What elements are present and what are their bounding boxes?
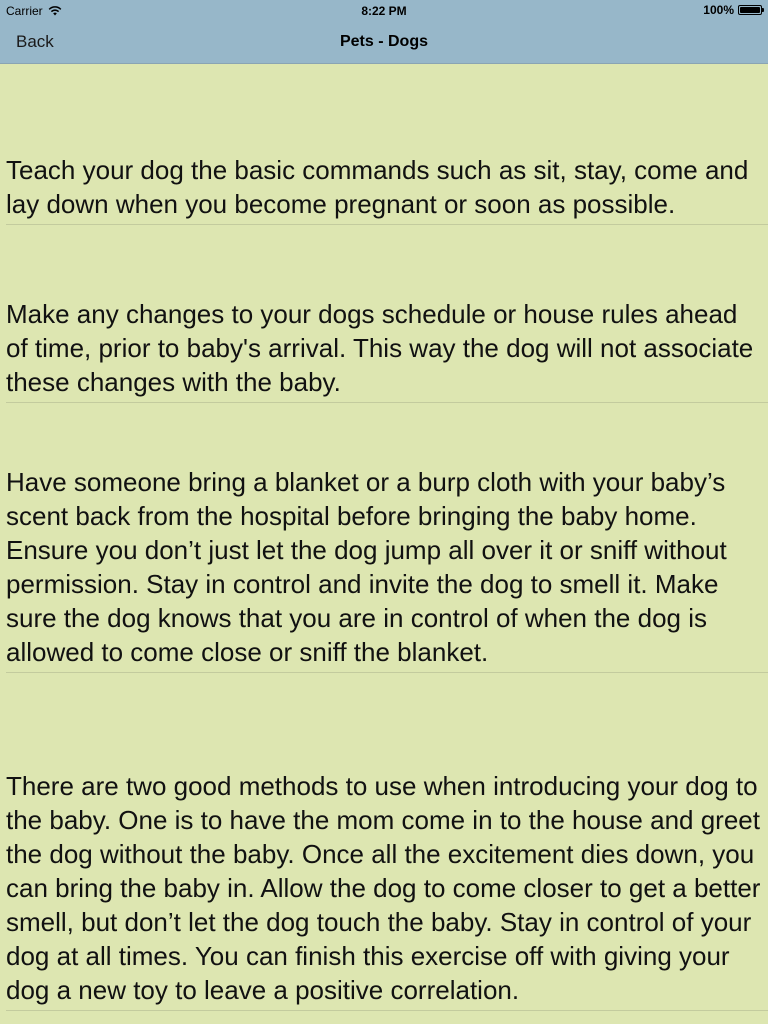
- content-list[interactable]: [0, 64, 768, 1024]
- battery-indicator: [703, 3, 762, 17]
- navigation-bar: [0, 20, 768, 64]
- back-button[interactable]: Back: [16, 32, 54, 51]
- list-item-text: Have someone bring a blanket or a burp cloth with your baby’s scent back from the hospital before bringing the baby home. Ensure you don’t just let the dog jump all over it or sniff without permission. Stay in control and invite the dog to smell it. Make sure the dog knows that you are in control of when the dog is allowed to come close or sniff the blanket.: [6, 467, 727, 667]
- list-item-text: Make any changes to your dogs schedule or house rules ahead of time, prior to baby's arrival. This way the dog will not associate these changes with the baby.: [6, 299, 754, 397]
- list-item-text: Teach your dog the basic commands such as sit, stay, come and lay down when you become pregnant or soon as possible.: [6, 155, 749, 219]
- list-item-text: There are two good methods to use when introducing your dog to the baby. One is to have the mom come in to the house and greet the dog without the baby. Once all the excitement dies down, you can bring the baby in. Allow the dog to come closer to get a better smell, but don’t let the dog touch the baby. Stay in control of your dog at all times. You can finish this exercise off with giving your dog a new toy to leave a positive correlation.: [6, 771, 761, 1005]
- list-item[interactable]: [0, 225, 768, 403]
- battery-percent: 100%: [703, 3, 734, 17]
- list-item[interactable]: [0, 403, 768, 673]
- clock: 8:22 PM: [361, 4, 407, 18]
- list-item[interactable]: [0, 673, 768, 1011]
- status-bar: [0, 0, 768, 20]
- carrier-label: Carrier: [6, 4, 43, 18]
- page-title: Pets - Dogs: [339, 33, 428, 50]
- list-item[interactable]: [0, 64, 768, 225]
- battery-icon: [738, 5, 762, 15]
